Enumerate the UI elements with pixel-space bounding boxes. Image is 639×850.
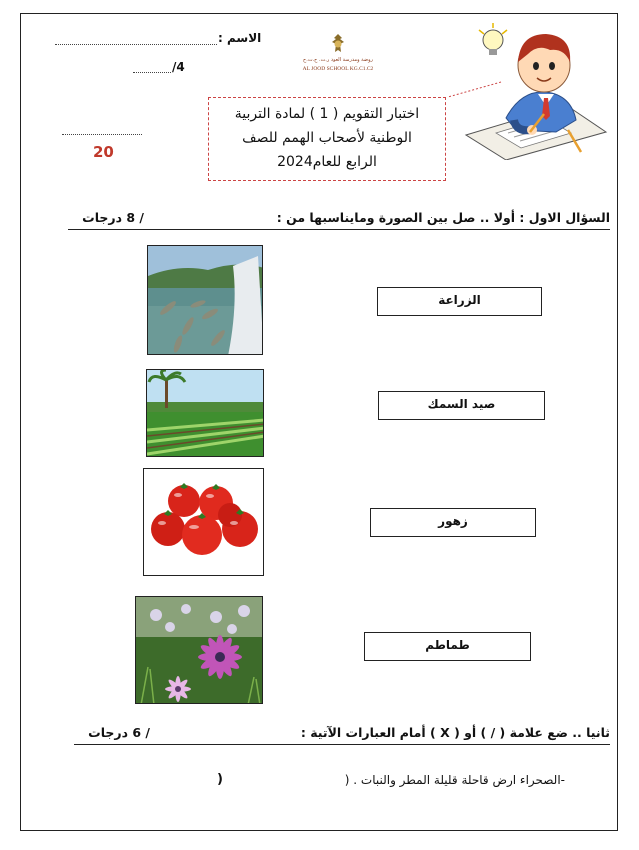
- section1-marks: / 8 درجات: [82, 210, 144, 225]
- exam-title-box: [208, 97, 446, 181]
- section2-marks: / 6 درجات: [88, 725, 150, 740]
- statement-1-text: -الصحراء ارض قاحلة قليلة المطر والنبات . (: [344, 773, 565, 787]
- section2-question: ثانيا .. ضع علامة ( / ) أو ( X ) أمام العبارات الآتية :: [300, 725, 610, 740]
- farm-picture: [146, 369, 264, 457]
- word-box-flowers[interactable]: زهور: [370, 508, 536, 537]
- statement-1-answer-close[interactable]: ): [217, 772, 223, 787]
- school-name-en: AL JOOD SCHOOL KG.C1.C2: [302, 66, 374, 72]
- flowers-picture: [135, 596, 263, 704]
- title-line-3: الرابع للعام2024: [277, 154, 377, 170]
- word-box-tomatoes[interactable]: طماطم: [364, 632, 531, 661]
- tomatoes-picture: [143, 468, 264, 576]
- section1-question: السؤال الاول : أولا .. صل بين الصورة ومايناسبها من :: [276, 210, 610, 225]
- name-label: الاسم :: [218, 31, 262, 45]
- school-emblem: [326, 32, 350, 60]
- grade-mark: /4: [172, 60, 185, 74]
- grade-line: [133, 72, 171, 73]
- title-line-2: الوطنية لأصحاب الهمم للصف: [242, 130, 412, 146]
- school-name-ar: روضة ومدرسة العود ر.ت. ح.ت.ح: [303, 57, 373, 63]
- fishing-picture: [147, 245, 263, 355]
- section1-underline: [68, 229, 610, 230]
- total-score: 20: [93, 143, 114, 161]
- title-line-1: اختبار التقويم ( 1 ) لمادة التربية: [234, 106, 420, 122]
- score-line: [62, 134, 142, 135]
- word-box-agriculture[interactable]: الزراعة: [377, 287, 542, 316]
- word-box-fishing[interactable]: صيد السمك: [378, 391, 545, 420]
- name-line: [55, 44, 217, 45]
- student-writing-clipart: [446, 20, 608, 164]
- section2-underline: [74, 744, 610, 745]
